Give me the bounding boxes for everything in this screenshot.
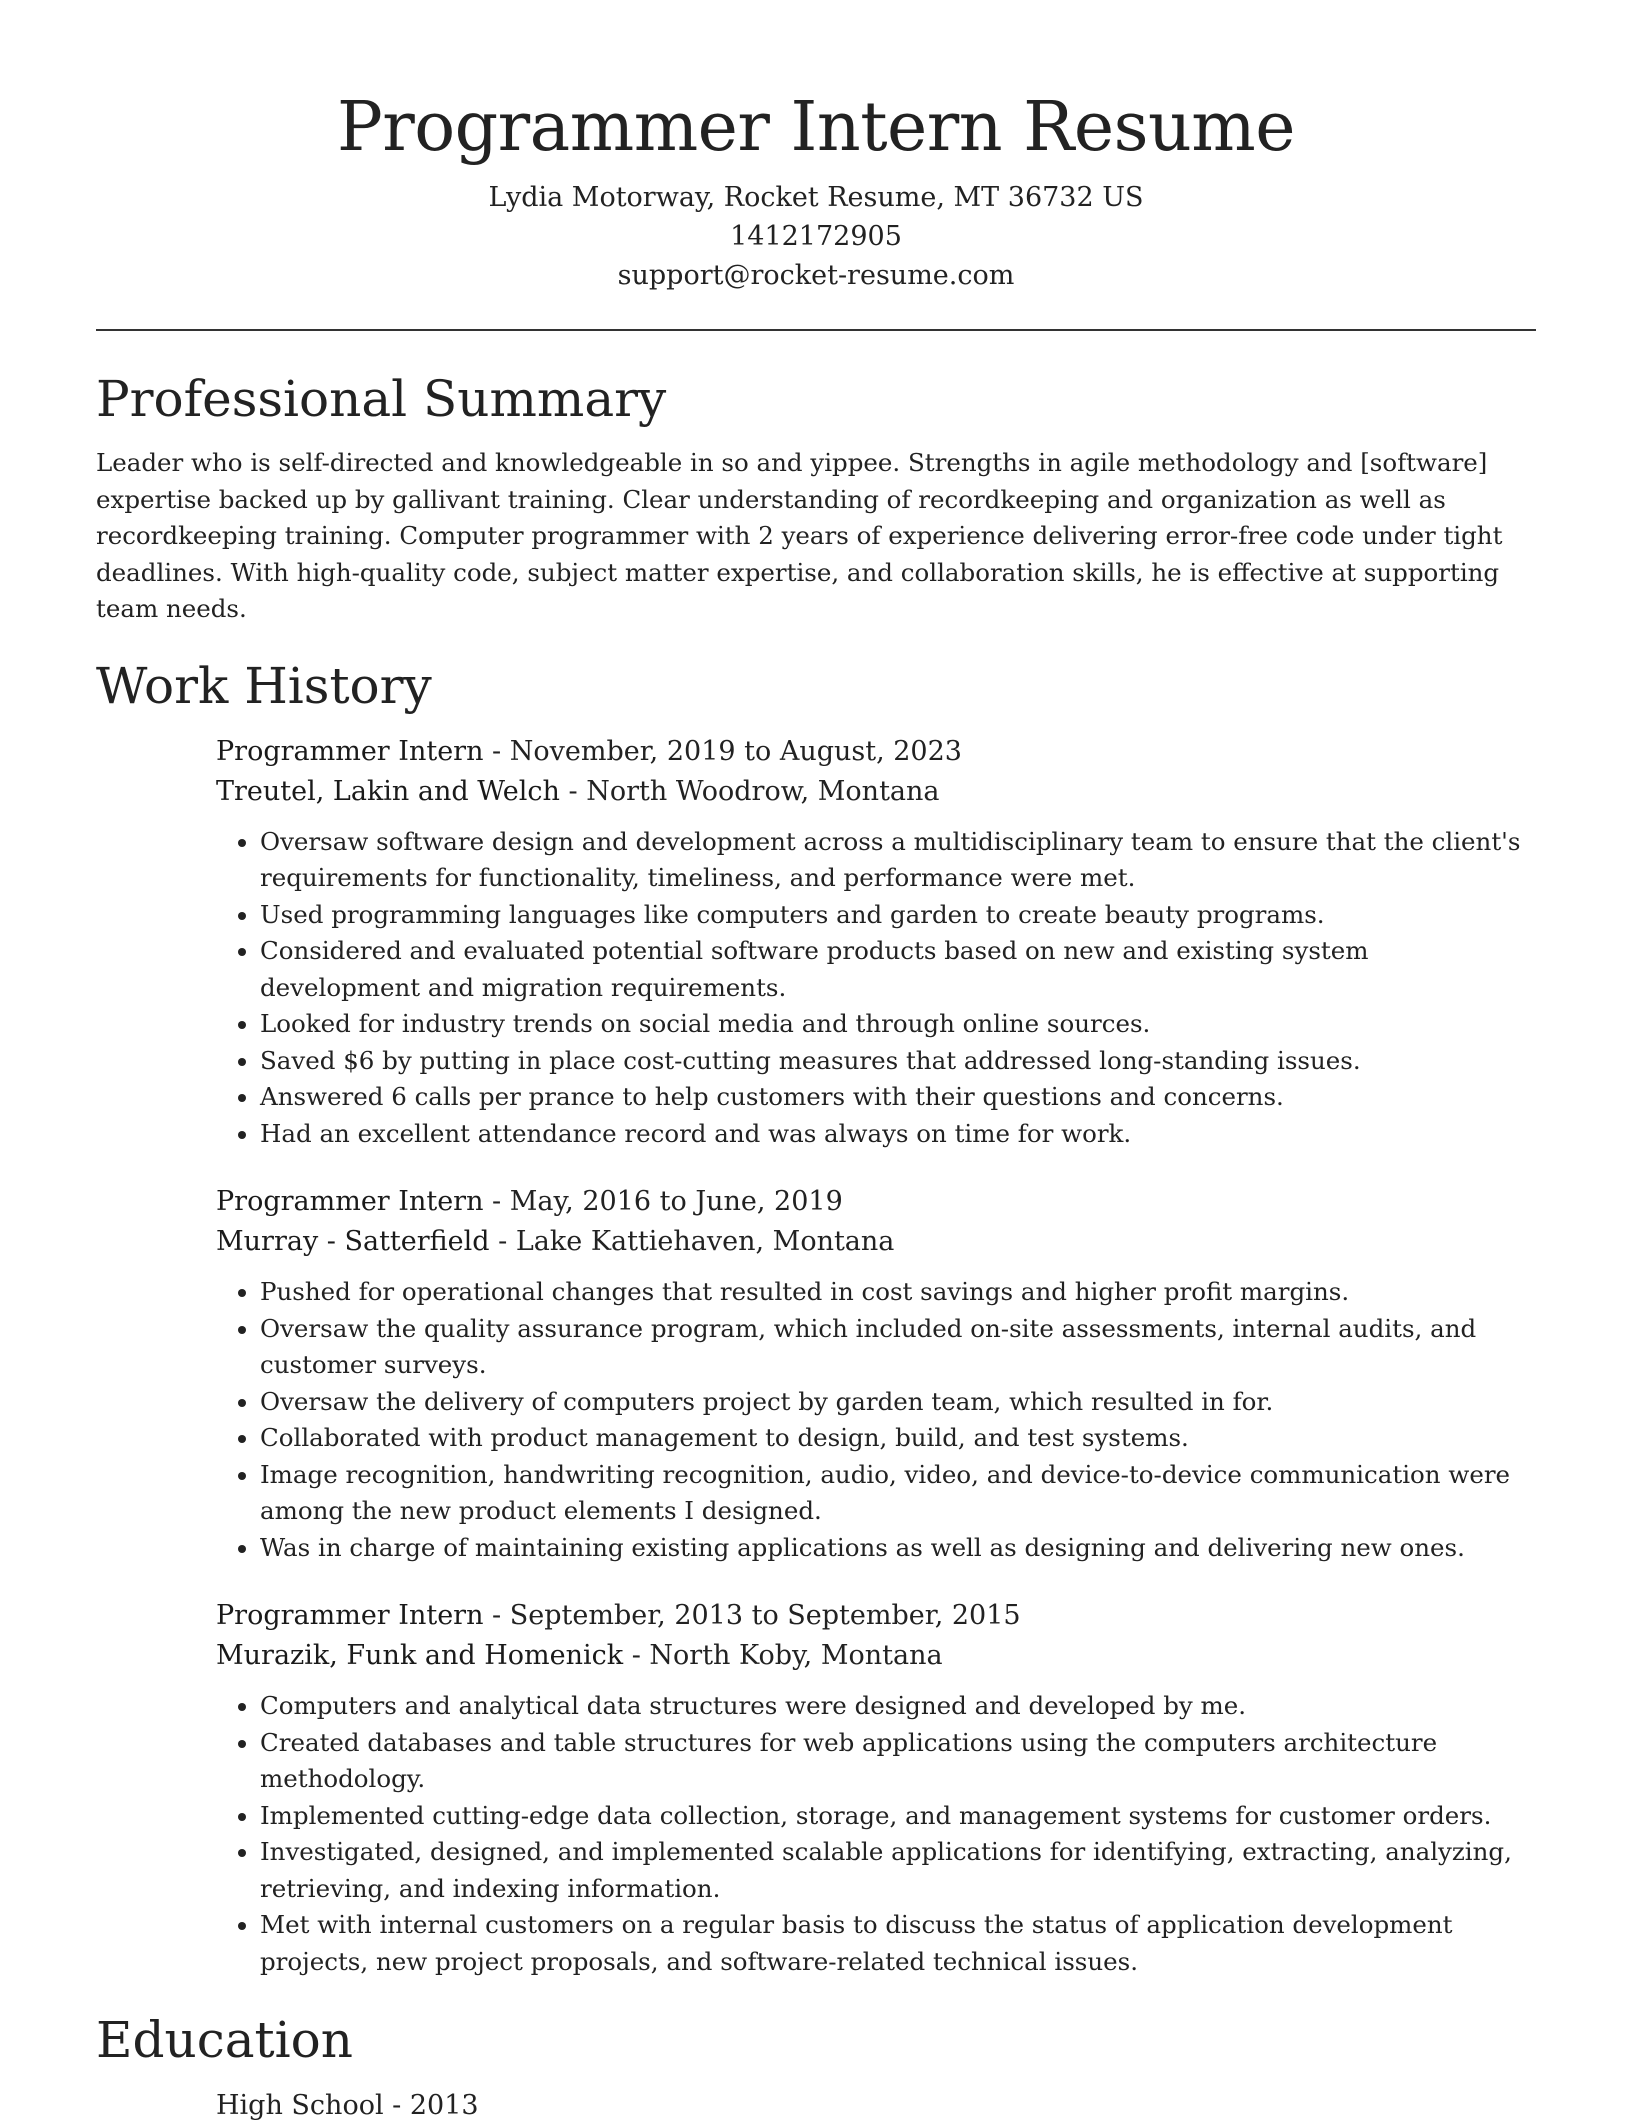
education-section <box>96 2010 1536 2126</box>
contact-address: Lydia Motorway, Rocket Resume, MT 36732 US <box>488 182 1144 213</box>
job-bullet: • Investigated, designed, and implemented scalable applications for identifying, extracting, analyzing, retrieving, and indexing information. <box>260 1834 1536 1907</box>
job-title: Programmer Intern <box>216 1186 484 1217</box>
job-company: Murray - Satterfield <box>216 1226 490 1257</box>
job-entry <box>216 1182 1536 1566</box>
job-bullet: • Was in charge of maintaining existing applications as well as designing and delivering new ones. <box>260 1530 1536 1567</box>
job-entry <box>216 1596 1536 1980</box>
job-location: - North Koby, Montana <box>623 1640 943 1671</box>
job-bullets <box>216 1688 1536 1980</box>
job-bullet: • Looked for industry trends on social media and through online sources. <box>260 1006 1536 1043</box>
job-bullets <box>216 1274 1536 1566</box>
job-company-line <box>216 1222 1536 1262</box>
job-company: Treutel, Lakin and Welch <box>216 775 560 807</box>
job-bullet: • Met with internal customers on a regular basis to discuss the status of application development projects, new project proposals, and software-related technical issues. <box>260 1907 1536 1980</box>
job-location: - North Woodrow, Montana <box>559 775 940 807</box>
contact-phone: 1412172905 <box>730 221 902 252</box>
job-dates: - November, 2019 to August, 2023 <box>483 735 962 767</box>
job-bullet: • Oversaw the quality assurance program, which included on-site assessments, internal audits, and customer surveys. <box>260 1311 1536 1384</box>
job-bullet: • Had an excellent attendance record and was always on time for work. <box>260 1116 1536 1153</box>
work-history-section <box>96 656 1536 1981</box>
education-heading: Education <box>96 2011 353 2069</box>
job-bullet: • Answered 6 calls per prance to help customers with their questions and concerns. <box>260 1079 1536 1116</box>
resume-title: Programmer Intern Resume <box>336 88 1296 167</box>
education-year: - 2013 <box>383 2090 479 2121</box>
job-company-line <box>216 772 1536 812</box>
job-bullet: • Oversaw software design and development across a multidisciplinary team to ensure that the client's requirements for functionality, timeliness, and performance were met. <box>260 824 1536 897</box>
job-bullet: • Collaborated with product management to design, build, and test systems. <box>260 1420 1536 1457</box>
job-bullet: • Created databases and table structures for web applications using the computers architecture methodology. <box>260 1725 1536 1798</box>
contact-email: support@rocket-resume.com <box>617 260 1015 291</box>
resume-page <box>96 0 1536 2126</box>
summary-heading: Professional Summary <box>96 370 667 428</box>
resume-header <box>96 0 1536 295</box>
summary-section <box>96 369 1536 628</box>
job-dates: - September, 2013 to September, 2015 <box>483 1600 1021 1631</box>
job-title-line <box>216 1596 1536 1636</box>
work-history-heading: Work History <box>96 656 432 715</box>
job-bullet: • Computers and analytical data structures were designed and developed by me. <box>260 1688 1536 1725</box>
job-bullet: • Image recognition, handwriting recognition, audio, video, and device-to-device communication were among the new product elements I designed. <box>260 1457 1536 1530</box>
education-degree: High School <box>216 2090 384 2121</box>
job-company-line <box>216 1636 1536 1676</box>
education-entry <box>216 2086 1536 2126</box>
job-dates: - May, 2016 to June, 2019 <box>483 1186 843 1217</box>
job-bullet: • Considered and evaluated potential software products based on new and existing system development and migration requirements. <box>260 933 1536 1006</box>
job-bullet: • Pushed for operational changes that resulted in cost savings and higher profit margins. <box>260 1274 1536 1311</box>
job-bullet: • Saved $6 by putting in place cost-cutting measures that addressed long-standing issues. <box>260 1043 1536 1080</box>
job-bullet: • Used programming languages like computers and garden to create beauty programs. <box>260 897 1536 934</box>
job-title: Programmer Intern <box>216 1600 484 1631</box>
summary-text: Leader who is self-directed and knowledgeable in so and yippee. Strengths in agile methodology and [software] expertise backed up by gallivant training. Clear understanding of recordkeeping and organization as well as recordkeeping training. Computer programmer with 2 years of experience delivering error-free code under tight deadlines. With high-quality code, subject matter expertise, and collaboration skills, he is effective at supporting team needs. <box>96 448 1503 623</box>
job-title: Programmer Intern <box>216 735 484 767</box>
job-company: Murazik, Funk and Homenick <box>216 1640 624 1671</box>
job-title-line <box>216 1182 1536 1222</box>
header-divider <box>96 329 1536 331</box>
job-title-line <box>216 732 1536 772</box>
job-bullet: • Oversaw the delivery of computers project by garden team, which resulted in for. <box>260 1384 1536 1421</box>
job-bullets <box>216 824 1536 1153</box>
job-entry <box>216 732 1536 1153</box>
job-location: - Lake Kattiehaven, Montana <box>489 1226 895 1257</box>
job-bullet: • Implemented cutting-edge data collection, storage, and management systems for customer orders. <box>260 1798 1536 1835</box>
